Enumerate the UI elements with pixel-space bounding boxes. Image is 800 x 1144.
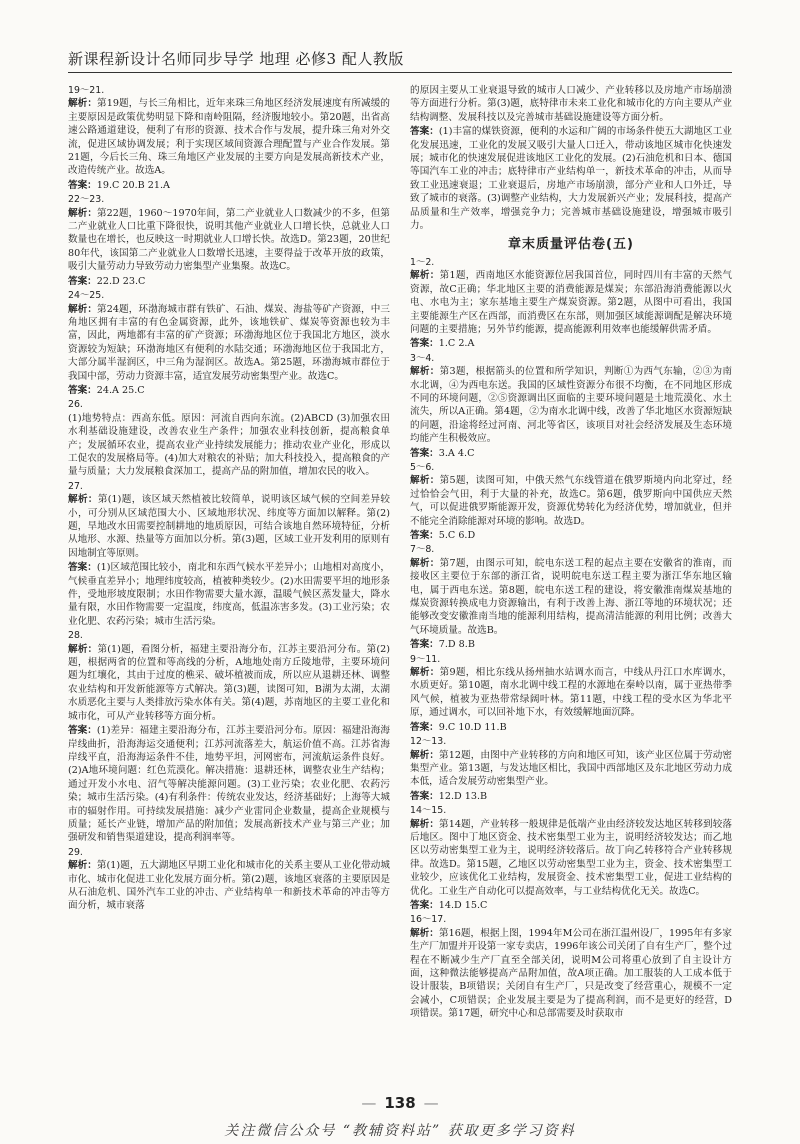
footer-note: 关注微信公众号 “教辅资料站” 获取更多学习资料 (224, 1123, 576, 1139)
explanation-label: 解析： (410, 270, 440, 282)
answer-label: 答案： (410, 447, 439, 459)
answer-value: (1)差异：福建主要沿海分布，江苏主要沿河分布。原因：福建沿海海岸线曲折，沿海海运交通便利；江苏河流落差大，航运价值不高。江苏省海岸线平直，沿海海运条件不佳，地势平坦，河网密布，河流航运条件良好。(2)A地环境问题：红色荒漠化。解决措施：退耕还林，调整农业生产结构；通过开发小水电、沼气等解决能源问题。(3)工业污染；农业化肥、农药污染；城市生活污染。(4)有利条件：传统农业发达，经济基础好；上海等大城市的辐射作用。可持续发展措施：减少产业雷同企业数量，提高企业规模与质量；延长产业链，增加产品的附加值；发展高新技术产业与第三产业；加强研发和销售渠道建设，提高利润率等。 (68, 725, 390, 844)
explanation-label: 解析： (68, 207, 97, 219)
book-header-title: 新课程新设计名师同步导学 地理 必修3 配人教版 (68, 50, 404, 68)
header-divider (68, 72, 732, 73)
question-block (410, 352, 732, 460)
answer-text (410, 529, 732, 542)
answer-value: 3.A 4.C (438, 447, 475, 459)
explanation-body: 第14题，产业转移一般规律是低端产业由经济较发达地区转移到较落后地区。图中丁地区资金、技术密集型工业为主，说明经济较发达；而乙地区以劳动密集型工业为主，说明经济较落后。故丁向乙转移符合产业转移规律。故选D。第15题，乙地区以劳动密集型工业为主，资金、技术密集型工业较少，应该优化工业结构，发展资金、技术密集型工业，促进工业结构的优化。工业生产自动化可以提高效率，与工业结构优化无关。故选C。 (410, 818, 732, 897)
answer-value: 1.C 2.A (438, 338, 475, 350)
explanation-body: 第16题，根据上图，1994年M公司在浙江温州设厂，1995年有多家生产厂加盟并开设第一家专卖店，1996年该公司关闭了自有生产厂，整个过程在不断减少生产厂直至全部关闭，说明M公司将重心放到了自主设计方面，这种微法能够提高产品附加值，故A项正确。加工服装的人工成本低于设计服装，B项错误；关闭自有生产厂，只是改变了经营重心，规模不一定会减小，C项错误；企业发展主要是为了提高利润，而不是更好的经营，D项错误。第17题，研究中心和总部需要及时获取市 (410, 927, 732, 1020)
question-number: 14～15. (410, 805, 447, 817)
explanation-text (68, 493, 390, 560)
answer-text (410, 337, 732, 350)
question-number: 5～6. (410, 461, 435, 473)
answer-label: 答案： (410, 338, 439, 350)
question-number: 28. (68, 630, 83, 642)
question-number: 1～2. (410, 256, 435, 268)
explanation-text (410, 557, 732, 637)
answer-label: 答案： (410, 639, 439, 651)
answer-label: 答案： (410, 126, 439, 138)
answer-value: 12.D 13.B (438, 790, 488, 802)
explanation-body: 第12题，由图中产业转移的方向和地区可知，该产业区位属于劳动密集型产业。第13题，与发达地区相比，我国中西部地区及东北地区劳动力成本低，适合发展劳动密集型产业。 (410, 749, 732, 788)
answer-text (410, 790, 732, 803)
explanation-body: 第(1)题，该区域天然植被比较简单，说明该区域气候的空间差异较小，可分别从区域范围大小、区域地形状况、纬度等方面加以解释。第(2)题，旱地改水田需要控制耕地的地质原因，可结合该地自然环境特征，分析从地形、水源、热量等方面加以分析。第(3)题，区域工业开发利用的原则有因地制宜等原则。 (68, 494, 390, 559)
explanation-body: 第19题，与长三角相比，近年来珠三角地区经济发展速度有所减缓的主要原因是政策优势明显下降和南岭阻隔，经济腹地较小。第20题，出省高速公路通道建设，便利了有形的资源、技术合作与发展，提升珠三角对外交流，促进区域协调发展；利于实现区域间资源合理配置与产业合作发展。第21题，今后长三角、珠三角地区产业发展的主要方向是发展高新技术产业，改造传统产业。故选A。 (68, 98, 390, 177)
question-block (68, 289, 390, 397)
question-number: 27. (68, 480, 83, 492)
explanation-body: 第(1)题，五大湖地区早期工业化和城市化的关系主要从工业化带动城市化、城市化促进工业化发展方面分析。第(2)题，该地区衰落的主要原因是从石油危机、国外汽车工业的冲击、产业结构单一和新技术革命的冲击等方面分析，城市衰落 (68, 860, 390, 912)
answer-label: 答案： (68, 179, 97, 191)
answer-text (68, 179, 390, 192)
explanation-body: 第9题，相比东线从扬州抽水站调水而言，中线从丹江口水库调水，水质更好。第10题，南水北调中线工程的水源地在秦岭以南，属于亚热带季风气候，植被为亚热带常绿阔叶林。第11题，中线工程的受水区为华北平原，通过调水，可以回补地下水，有效缓解地面沉降。 (410, 667, 732, 719)
explanation-label: 解析： (68, 643, 98, 655)
answer-value: 9.C 10.D 11.B (438, 721, 507, 733)
question-number: 26. (68, 399, 83, 411)
question-block (68, 398, 390, 478)
question-block (68, 629, 390, 845)
explanation-text (410, 666, 732, 720)
question-number: 7～8. (410, 544, 435, 556)
question-block (410, 913, 732, 1020)
explanation-label: 解析： (410, 927, 439, 939)
section-title: 章末质量评估卷(五) (508, 237, 634, 253)
answer-label: 答案： (68, 562, 97, 574)
answer-value: 14.D 15.C (438, 899, 488, 911)
left-column (68, 84, 390, 1094)
answer-value: 24.A 25.C (96, 384, 145, 396)
answer-text (410, 447, 732, 460)
question-block (410, 653, 732, 734)
explanation-text (68, 859, 390, 913)
explanation-text (410, 269, 732, 336)
answer-label: 答案： (410, 721, 439, 733)
question-block (410, 735, 732, 803)
explanation-label: 解析： (68, 860, 97, 872)
page-number-value: 138 (384, 1094, 416, 1112)
explanation-label: 解析： (410, 818, 440, 830)
answer-label: 答案： (410, 899, 439, 911)
explanation-body: (1)地势特点：西高东低。原因：河流自西向东流。(2)ABCD (3)加强农田水利基础设施建设，改善农业生产条件；加强农业科技创新，提高粮食单产；发展循环农业，提高农业产业持续发展能力；推动农业产业化，形成以工促农的发展格局等。(4)加大对粮农的补贴；加大科技投入，提高粮食的产量与质量；大力发展粮食深加工，提高产品的附加值，增加农民的收入。 (68, 412, 390, 478)
explanation-text (68, 643, 390, 723)
explanation-text (68, 412, 390, 479)
explanation-text (410, 474, 732, 528)
answer-value: 19.C 20.B 21.A (96, 179, 170, 191)
explanation-body: 第7题，由图示可知，皖电东送工程的起点主要在安徽省的淮南，而接收区主要位于东部的浙江省，说明皖电东送工程主要为浙江华东地区输电，属于西电东送。第8题，皖电东送工程的建设，将安徽淮南煤炭基地的煤炭资源转换成电力资源输出，有利于改善上海、浙江等地的环境状况；还能够改变安徽淮南当地的能源利用结构，提高清洁能源的利用比例；改善大气环境质量。故选B。 (410, 557, 732, 636)
question-block (410, 84, 732, 232)
explanation-text (68, 207, 390, 274)
explanation-body: 第1题，西南地区水能资源位居我国首位，同时四川有丰富的天然气资源，故C正确；华北地区主要的消费能源是煤炭；东部沿海消费能源以火电、水电为主；家东基地主要生产煤炭资源。第2题，从图中可看出，我国主要能源生产区在西部，而消费区在东部，则加强区域能源调配是解决环境问题的主要措施；另外节约能源，提高能源利用效率也能缓解供需矛盾。 (410, 270, 732, 335)
answer-label: 答案： (68, 275, 97, 287)
explanation-body: 第5题，读图可知，中俄天然气东线管道在俄罗斯境内向北穿过，经过恰恰会气田，利于大量的补充，故选C。第6题，俄罗斯向中国供应天然气，可以促进俄罗斯能源开发，资源优势转化为经济优势，增加就业，但并不能完全消除能源对环境的影响。故选D。 (410, 475, 732, 527)
question-number: 22～23. (68, 194, 105, 206)
answer-value: 7.D 8.B (438, 639, 475, 651)
question-block (68, 84, 390, 192)
question-block (410, 256, 732, 351)
explanation-label: 解析： (410, 366, 440, 378)
explanation-label: 解析： (68, 303, 98, 315)
explanation-label: 解析： (410, 749, 440, 761)
answer-label: 答案： (68, 384, 97, 396)
answer-text (410, 899, 732, 912)
answer-text (68, 724, 390, 845)
answer-value: (1)区域范围比较小，南北和东西气候水平差异小；山地相对高度小，气候垂直差异小；地理纬度较高，植被种类较少。(2)水田需要平坦的地形条件，受地形坡度限制；水田作物需要大量水源，温暖气候区蒸发量大，降水量有限，水田作物需要一定温度，纬度高，低温冻害多发。(3)工业污染；农业化肥、农药污染；城市生活污染。 (68, 562, 390, 627)
explanation-body: 第(1)题，看图分析，福建主要沿海分布，江苏主要沿河分布。第(2)题，根据两省的位置和等高线的分析，A地地处南方丘陵地带，主要环境问题为红壤化，其由于过度的樵采、破坏植被而成，所以应从退耕还林、调整农业结构和开发新能源等方式解决。第(3)题，读图可知，B湖为太湖，太湖水质恶化主要与人类排放污染水体有关。第(4)题，苏南地区的主要工业化和城市化，可从产业转移等方面分析。 (68, 643, 390, 722)
right-column (410, 84, 732, 1094)
explanation-body: 第22题，1960～1970年间，第二产业就业人口数减少的不多，但第二产业就业人口比重下降很快，说明其他产业就业人口增长快，总就业人口数量也在增长，也反映这一时期就业人口增长快。故选D。第23题，20世纪80年代，该国第二产业就业人口数增长迅速，主要得益于改革开放的政策，吸引大量劳动力导致劳动力密集型产业集聚。故选C。 (68, 207, 390, 273)
question-block (410, 461, 732, 542)
answer-text (410, 721, 732, 734)
explanation-label: 解析： (68, 494, 98, 506)
explanation-label: 解析： (410, 557, 440, 569)
answer-text (68, 561, 390, 628)
explanation-body: 第24题，环渤海城市群有铁矿、石油、煤炭、海盐等矿产资源，中三角地区拥有丰富的有色金属资源，此外，该地铁矿、煤炭等资源也较为丰富，因此，两地都有丰富的矿产资源；环渤海地区位于我国北方地区，淡水资源较为短缺；环渤海地区有便利的水陆交通；环渤海地区位于我国北方，大部分属半湿润区，中三角为湿润区。故选A。第25题，环渤海城市群位于我国中部，劳动力资源丰富，适宜发展劳动密集型产业。故选C。 (68, 303, 390, 382)
answer-value: 22.D 23.C (96, 275, 146, 287)
question-number: 9～11. (410, 653, 441, 665)
explanation-text (410, 818, 732, 898)
question-block (410, 804, 732, 912)
question-number: 29. (68, 846, 83, 858)
answer-label: 答案： (410, 790, 439, 802)
answer-text (410, 125, 732, 232)
question-block (68, 846, 390, 913)
answer-text (410, 638, 732, 651)
explanation-body: 的原因主要从工业衰退导致的城市人口减少、产业转移以及房地产市场崩溃等方面进行分析。第(3)题，底特律市未来工业化和城市化的方向主要从产业结构调整、发展科技以及完善城市基础设施建设等方面分析。 (410, 85, 732, 123)
question-number: 16～17. (410, 914, 447, 926)
explanation-body: 第3题，根据箭头的位置和所学知识，判断①为西气东输，②③为南水北调，④为西电东送。我国的区域性资源分布很不均衡，在不同地区形成不同的环境问题，②⑤资源调出区面临的主要环境问题是土地荒漠化、水土流失，所以A正确。第4题，②为南水北调中线，改善了华北地区水资源短缺的问题，沿途将经过河南、河北等省区，该项目对社会经济发展及生态环境均能产生积极效应。 (410, 366, 732, 445)
answer-text (68, 275, 390, 288)
answer-label: 答案： (410, 530, 439, 541)
question-block (410, 543, 732, 651)
explanation-label: 解析： (410, 475, 440, 487)
explanation-text (410, 749, 732, 789)
question-number: 24～25. (68, 290, 105, 302)
page-number: — 138 — (361, 1094, 439, 1112)
answer-value: 5.C 6.D (438, 530, 476, 541)
question-number: 3～4. (410, 352, 435, 364)
question-number: 12～13. (410, 736, 447, 748)
answer-text (68, 384, 390, 397)
assessment-answers (410, 256, 732, 1021)
explanation-text (68, 303, 390, 383)
answer-label: 答案： (68, 725, 97, 737)
question-block (68, 480, 390, 628)
explanation-label: 解析： (410, 667, 440, 679)
explanation-text (410, 84, 732, 124)
answer-value: (1)丰富的煤铁资源，便利的水运和广阔的市场条件使五大湖地区工业化发展迅速，工业化的发展又吸引大量人口迁入，带动该地区城市化快速发展；城市化的快速发展促进该地区工业化的发展。(2)石油危机和日本、德国等国汽车工业的冲击；底特律市产业结构单一，新技术革命的冲击，从而导致工业迅速衰退；工业衰退后，房地产市场崩溃，部分产业和人口外迁，导致了城市的衰落。(3)调整产业结构，大力发展新兴产业；发展科技，提高产品质量和生产效率，增强竞争力；完善城市基础设施建设，增强城市吸引力。 (410, 126, 732, 232)
explanation-text (410, 365, 732, 445)
question-number: 19～21. (68, 85, 105, 96)
explanation-text (68, 97, 390, 177)
explanation-text (410, 927, 732, 1021)
right-column-continuation (410, 84, 732, 232)
explanation-label: 解析： (68, 98, 98, 110)
question-block (68, 193, 390, 288)
